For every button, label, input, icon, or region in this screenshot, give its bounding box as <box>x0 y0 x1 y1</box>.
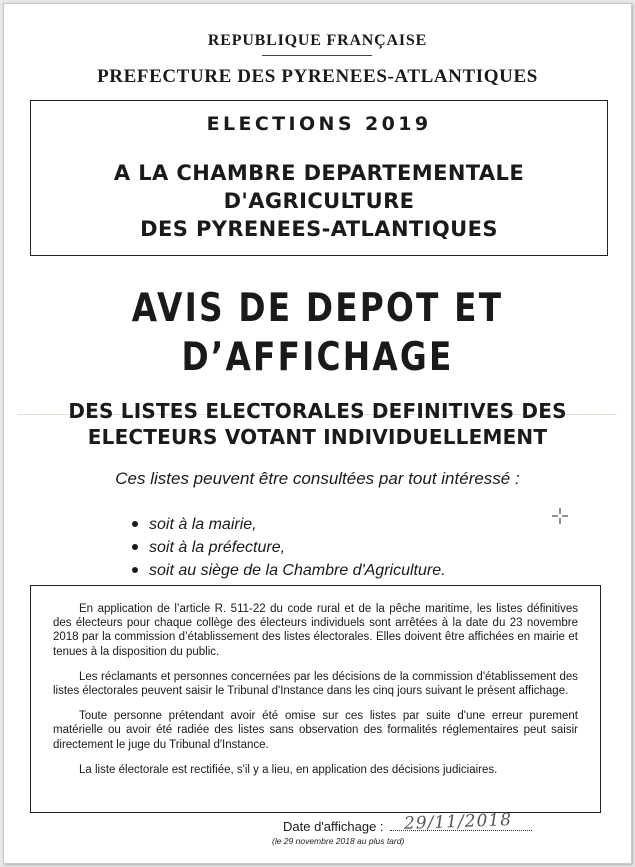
crosshair-icon <box>551 507 569 525</box>
chamber-line: A LA CHAMBRE DEPARTEMENTALE <box>113 161 525 185</box>
list-item <box>132 513 446 536</box>
notice-title-line: D’AFFICHAGE <box>181 335 454 380</box>
chamber-title <box>31 159 607 243</box>
notice-subtitle-line: DES LISTES ELECTORALES DEFINITIVES DES <box>68 399 567 423</box>
posting-date-label: Date d'affichage : <box>283 819 384 834</box>
handwritten-date: 29/11/2018 <box>403 810 513 834</box>
list-item <box>132 559 446 582</box>
elections-title: ELECTIONS 2019 <box>206 113 432 135</box>
legal-paragraph: La liste électorale est rectifiée, s'il y a lieu, en application des décisions judiciaires. <box>79 763 498 776</box>
posting-deadline-note: (le 29 novembre 2018 au plus tard) <box>272 836 405 846</box>
consultation-places <box>132 513 446 582</box>
consultation-intro: Ces listes peuvent être consultées par tout intéressé : <box>115 469 520 488</box>
notice-title <box>54 284 581 382</box>
chamber-line: D'AGRICULTURE <box>223 189 415 213</box>
place-label: soit à la mairie, <box>149 516 257 533</box>
legal-paragraph: Les réclamants et personnes concernées par les décisions de la commission d'établissement des listes électorales peuvent saisir le Tribunal d'Instance dans les cinq jours suivant le présent affichage. <box>53 670 578 698</box>
notice-page <box>3 3 632 864</box>
bullet-icon <box>132 521 138 527</box>
republic-heading: REPUBLIQUE FRANÇAISE <box>207 32 428 49</box>
place-label: soit au siège de la Chambre d'Agriculture. <box>149 562 446 579</box>
elections-box <box>30 100 608 256</box>
bullet-icon <box>132 567 138 573</box>
notice-subtitle-line: ELECTEURS VOTANT INDIVIDUELLEMENT <box>87 425 548 449</box>
prefecture-heading: PREFECTURE DES PYRENEES-ATLANTIQUES <box>97 66 538 87</box>
legal-paragraph: En application de l’article R. 511-22 du code rural et de la pêche maritime, les listes définitives des électeurs pour chaque collège des électeurs individuels sont arrêtées à la date du 23 novembre 2018 par la commission d’établissement des listes électorales. Elles doivent être affichées en mairie et tenues à la disposition du public. <box>53 603 578 658</box>
place-label: soit à la préfecture, <box>149 539 286 556</box>
notice-subtitle <box>4 398 631 450</box>
legal-paragraph: Toute personne prétendant avoir été omise sur ces listes par suite d'une erreur purement matérielle ou avoir été radiée des listes sans observation des formalités réglementaires peut saisir directement le juge du Tribunal d'Instance. <box>53 710 578 751</box>
legal-box <box>30 585 601 813</box>
bullet-icon <box>132 544 138 550</box>
notice-title-line: AVIS DE DEPOT ET <box>131 286 504 331</box>
list-item <box>132 536 446 559</box>
republic-divider <box>262 55 372 56</box>
chamber-line: DES PYRENEES-ATLANTIQUES <box>140 217 498 241</box>
